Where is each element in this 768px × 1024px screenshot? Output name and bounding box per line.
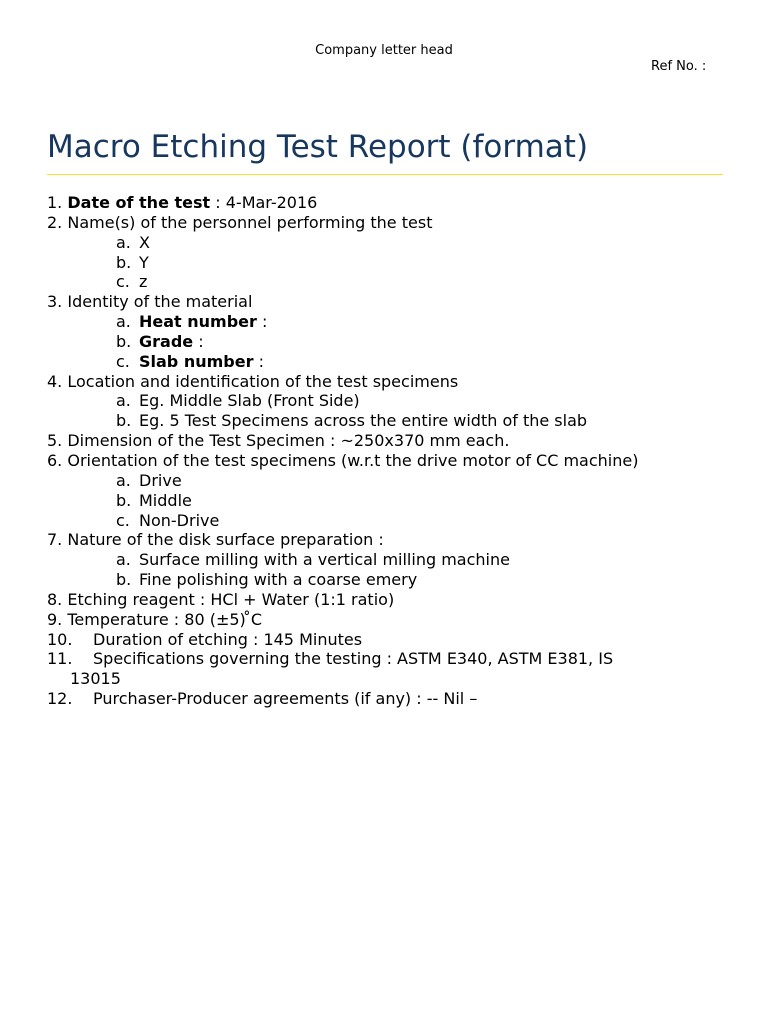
sub-item: a. Surface milling with a vertical milling machine bbox=[116, 550, 510, 570]
sub-item: b. Fine polishing with a coarse emery bbox=[116, 570, 418, 590]
ref-number: Ref No. : bbox=[651, 59, 707, 74]
list-item: 9. Temperature : 80 (±5) ̊C bbox=[47, 609, 263, 629]
title-underline bbox=[47, 174, 723, 175]
list-item: 5. Dimension of the Test Specimen : ~250x370 mm each. bbox=[47, 431, 510, 451]
sub-item: a. Heat number : bbox=[116, 312, 268, 332]
sub-item: b. Eg. 5 Test Specimens across the entire width of the slab bbox=[116, 411, 588, 431]
list-item-continuation: 13015 bbox=[70, 669, 121, 689]
sub-item: b. Middle bbox=[116, 490, 192, 510]
sub-item: b. Grade : bbox=[116, 331, 204, 351]
sub-item: a. Eg. Middle Slab (Front Side) bbox=[116, 391, 360, 411]
sub-item: a. Drive bbox=[116, 470, 182, 490]
sub-item: c. z bbox=[116, 272, 148, 292]
letter-head: Company letter head bbox=[315, 43, 453, 58]
list-item: 4. Location and identification of the test specimens bbox=[47, 371, 459, 391]
sub-item: c. Slab number : bbox=[116, 351, 264, 371]
list-item: 1. Date of the test : 4-Mar-2016 bbox=[47, 193, 318, 212]
list-item: 6. Orientation of the test specimens (w.r.t the drive motor of CC machine) bbox=[47, 450, 639, 470]
list-item: 10. Duration of etching : 145 Minutes bbox=[47, 629, 363, 649]
list-item: 3. Identity of the material bbox=[47, 292, 253, 312]
list-item: 7. Nature of the disk surface preparation : bbox=[47, 530, 384, 550]
list-item: 8. Etching reagent : HCl + Water (1:1 ratio) bbox=[47, 589, 395, 609]
report-list bbox=[47, 193, 737, 709]
sub-item: b. Y bbox=[116, 252, 149, 272]
list-item: 11. Specifications governing the testing : ASTM E340, ASTM E381, IS bbox=[47, 649, 614, 669]
report-title: Macro Etching Test Report (format) bbox=[47, 129, 589, 165]
list-item: 2. Name(s) of the personnel performing the test bbox=[47, 212, 433, 232]
sub-item: c. Non-Drive bbox=[116, 510, 220, 530]
sub-item: a. X bbox=[116, 232, 150, 252]
list-item: 12. Purchaser-Producer agreements (if any) : -- Nil – bbox=[47, 689, 478, 709]
